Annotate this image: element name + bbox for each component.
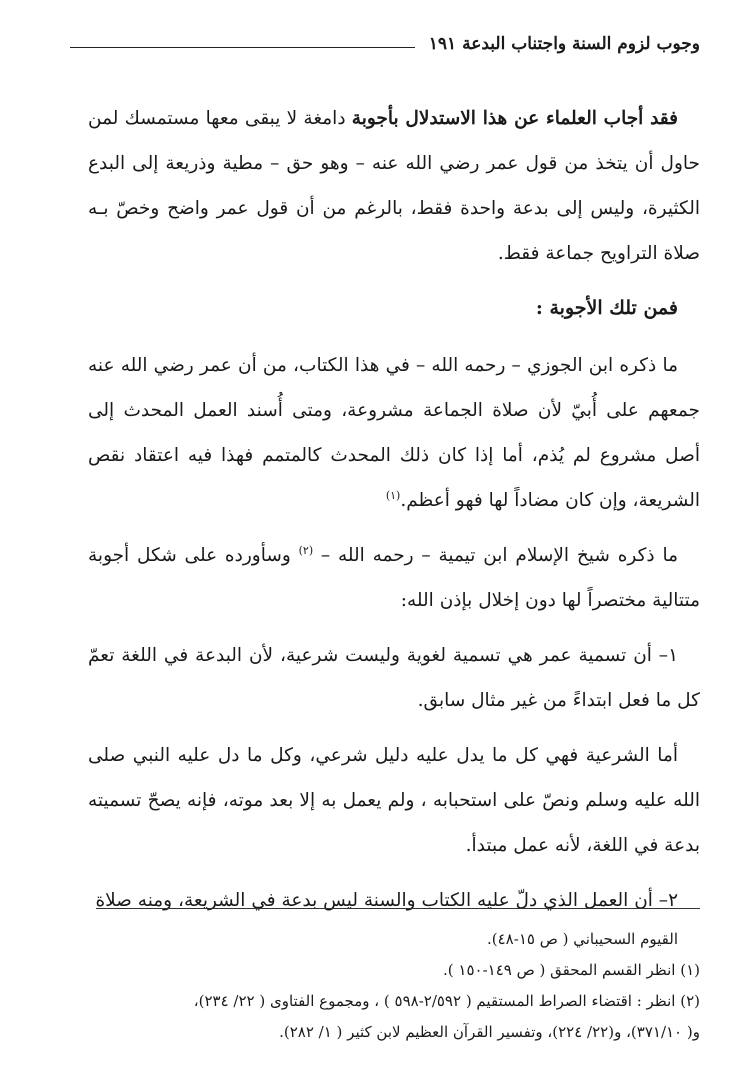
footnotes bbox=[60, 924, 700, 1048]
paragraph-3-text-a: ما ذكره شيخ الإسلام ابن تيمية – رحمه الله – bbox=[313, 545, 678, 566]
footnote-2-line-2: و( ٣٧١/١٠)، و(٢٢/ ٢٢٤)، وتفسير القرآن العظيم لابن كثير ( ١/ ٢٨٢). bbox=[279, 1023, 700, 1041]
footnote-ref-2: (٢) bbox=[298, 543, 314, 557]
section-heading: فمن تلك الأجوبة : bbox=[535, 297, 678, 319]
paragraph-1-rest: دامغة لا يبقى معها مستمسك لمن حاول أن يتخذ من قول عمر رضي الله عنه – وهو حق – مطية وذريعة إلى البدع الكثيرة، وليس إلى بدعة واحدة فقط، بالرغم من أن قول عمر واضح وخصّ بـه صلاة التراويح جماعة فقط. bbox=[88, 108, 700, 264]
footnote-ref-1: (١) bbox=[385, 488, 401, 502]
paragraph-3-text-b: وسأورده على شكل أجوبة متتالية مختصراً لها دون إخلال بإذن الله: bbox=[88, 545, 700, 611]
paragraph-1 bbox=[88, 96, 700, 276]
paragraph-4: ١– أن تسمية عمر هي تسمية لغوية وليست شرعية، لأن البدعة في اللغة تعمّ كل ما فعل ابتداءً من غير مثال سابق. bbox=[88, 645, 700, 711]
footnote-continuation: القيوم السحيباني ( ص ١٥-٤٨). bbox=[486, 930, 678, 948]
paragraph-2-text: ما ذكره ابن الجوزي – رحمه الله – في هذا الكتاب، من أن عمر رضي الله عنه جمعهم على أُبيّ لأن صلاة الجماعة مشروعة، ومتى أُسند العمل المحدث إلى أصل مشروع لم يُذم، أما إذا كان ذلك المحدث كالمتمم فهذا فيه اعتقاد نقص الشريعة، وإن كان مضاداً لها فهو أعظم. bbox=[88, 355, 700, 511]
footnote-rule bbox=[96, 908, 700, 909]
header-title: وجوب لزوم السنة واجتناب البدعة ١٩١ bbox=[428, 34, 700, 54]
body-text bbox=[88, 96, 700, 933]
running-header bbox=[60, 34, 700, 64]
footnote-2-line-1: (٢) انظر : اقتضاء الصراط المستقيم ( ٢/٥٩٢-٥٩٨ ) ، ومجموع الفتاوى ( ٢٢/ ٢٣٤)، bbox=[193, 992, 700, 1010]
paragraph-6: ٢– أن العمل الذي دلّ عليه الكتاب والسنة ليس بدعة في الشريعة، ومنه صلاة bbox=[95, 890, 678, 911]
paragraph-5: أما الشرعية فهي كل ما يدل عليه دليل شرعي، وكل ما دل عليه النبي صلى الله عليه وسلم ونصّ على استحبابه ، ولم يعمل به إلا بعد موته، فإنه يصحّ تسميته بدعة في اللغة، لأنه عمل مبتدأ. bbox=[88, 745, 700, 856]
paragraph-3 bbox=[88, 533, 700, 623]
paragraph-2 bbox=[88, 343, 700, 523]
footnote-1: (١) انظر القسم المحقق ( ص ١٤٩-١٥٠ ). bbox=[443, 961, 700, 979]
paragraph-1-bold: فقد أجاب العلماء عن هذا الاستدلال بأجوبة bbox=[351, 108, 678, 129]
header-rule bbox=[70, 47, 415, 48]
